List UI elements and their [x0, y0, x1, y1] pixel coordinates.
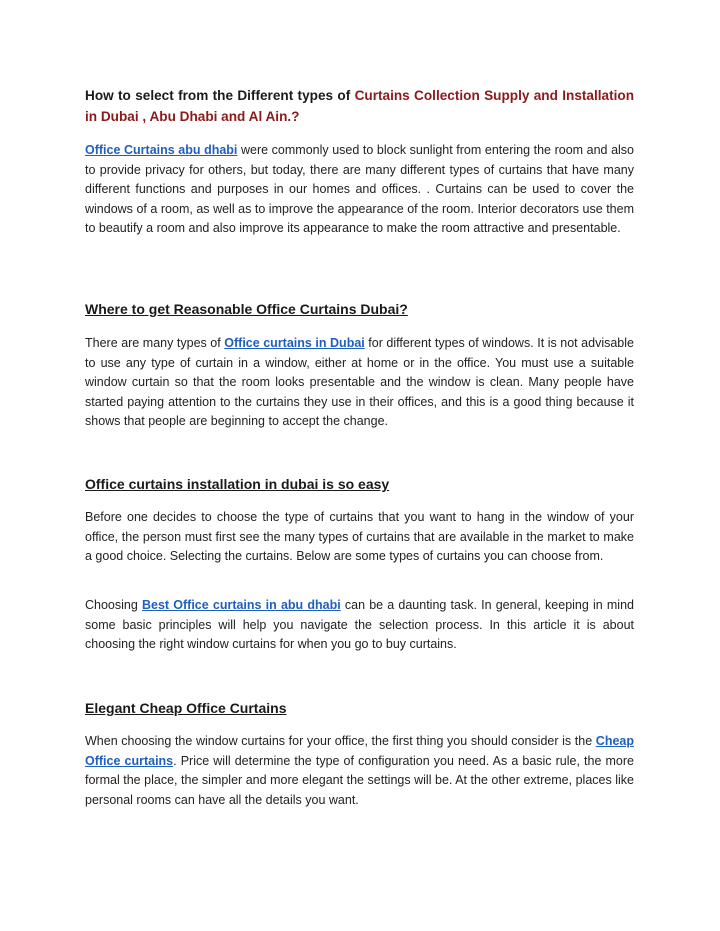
section3-link[interactable]: Cheap Office curtains — [85, 734, 634, 768]
section2-link[interactable]: Best Office curtains in abu dhabi — [142, 598, 341, 612]
intro-link[interactable]: Office Curtains abu dhabi — [85, 143, 238, 157]
section2-text-after: can be a daunting task. In general, keeping in mind some basic principles will help you navigate the selection process. In this article it is about choosing the right window curtains for when you go to buy curtains. — [85, 598, 634, 652]
section3-text-after: . Price will determine the type of configuration you need. As a basic rule, the more formal the place, the simpler and more elegant the settings will be. At the other extreme, places like personal rooms can have all the details you want. — [85, 753, 634, 807]
intro-text: were commonly used to block sunlight from entering the room and also to provide privacy for others, but today, there are many different types of curtains that have many different functions and purposes in our homes and offices. . Curtains can be used to cover the windows of a room, as well as to improve the appearance of the room. Interior decorators use them to beautify a room and also improve its appearance to make the room attractive and presentable. — [85, 143, 634, 236]
section1-paragraph — [85, 334, 634, 432]
section3-text-before: When choosing the window curtains for your office, the first thing you should consider is the — [85, 734, 596, 748]
section1-text-before: There are many types of — [85, 336, 225, 350]
title-highlight: Curtains Collection Supply and Installation in Dubai , Abu Dhabi and Al Ain.? — [85, 88, 634, 124]
section2-paragraph-1: Before one decides to choose the type of curtains that you want to hang in the window of your office, the person must first see the many types of curtains that are available in the market to make a good choice. Selecting the curtains. Below are some types of curtains you can choose from. — [85, 510, 634, 564]
intro-paragraph — [85, 141, 634, 239]
section2-heading: Office curtains installation in dubai is so easy — [85, 476, 390, 492]
section2-paragraph-2 — [85, 596, 634, 655]
section2-text-before: Choosing — [85, 598, 142, 612]
section1-text-after: for different types of windows. It is not advisable to use any type of curtain in a window, either at home or in the office. You must use a suitable window curtain so that the room looks presentable and the window is clean. Many people have started paying attention to the curtains they use in their offices, and this is a good thing because it shows that people are beginning to accept the change. — [85, 336, 634, 429]
page-title — [85, 85, 634, 127]
section3-heading: Elegant Cheap Office Curtains — [85, 700, 287, 716]
section1-link[interactable]: Office curtains in Dubai — [224, 336, 365, 350]
section3-paragraph — [85, 732, 634, 810]
section1-heading: Where to get Reasonable Office Curtains Dubai? — [85, 301, 408, 317]
title-lead: How to select from the Different types of — [85, 88, 355, 103]
